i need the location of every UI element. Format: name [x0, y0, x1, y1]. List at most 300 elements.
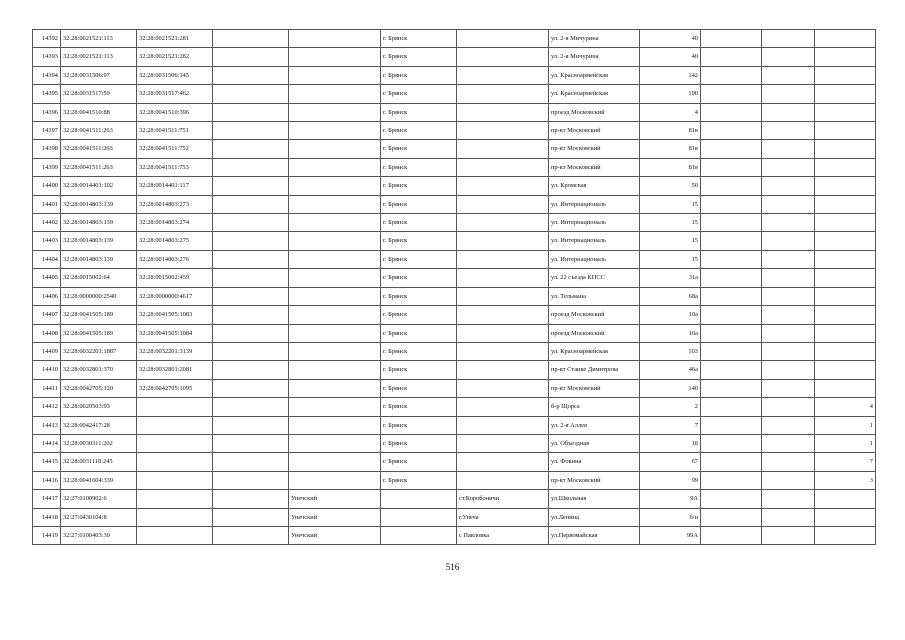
cadastral-number-2-cell — [137, 490, 213, 508]
city-cell: г. Брянск — [381, 306, 457, 324]
cadastral-number-cell: 32:28:0041505:189 — [61, 324, 137, 342]
blank-cell — [762, 287, 815, 305]
extra-number-cell — [815, 324, 876, 342]
blank-cell — [213, 122, 289, 140]
locality-cell — [457, 398, 549, 416]
locality-cell — [457, 232, 549, 250]
table-row — [33, 434, 876, 452]
cadastral-number-cell: 32:28:0041505:189 — [61, 306, 137, 324]
table-row — [33, 140, 876, 158]
table-row — [33, 324, 876, 342]
blank-cell — [701, 177, 762, 195]
house-cell: 81в — [640, 158, 701, 176]
blank-cell — [213, 195, 289, 213]
city-cell: г. Брянск — [381, 324, 457, 342]
cadastral-number-cell: 32:28:0021521:113 — [61, 30, 137, 48]
district-cell — [289, 250, 381, 268]
blank-cell — [762, 85, 815, 103]
locality-cell — [457, 122, 549, 140]
house-cell: 40 — [640, 30, 701, 48]
house-cell: 7 — [640, 416, 701, 434]
table-row — [33, 287, 876, 305]
blank-cell — [701, 471, 762, 489]
district-cell — [289, 379, 381, 397]
extra-number-cell — [815, 66, 876, 84]
cadastral-number-2-cell: 32:28:0032801:2081 — [137, 361, 213, 379]
extra-number-cell: 7 — [815, 453, 876, 471]
city-cell: г. Брянск — [381, 140, 457, 158]
city-cell: г. Брянск — [381, 342, 457, 360]
blank-cell — [701, 195, 762, 213]
cadastral-number-cell: 32:28:0030311:202 — [61, 434, 137, 452]
blank-cell — [701, 434, 762, 452]
row-number-cell: 14407 — [33, 306, 61, 324]
extra-number-cell — [815, 30, 876, 48]
cadastral-number-cell: 32:28:0014803:139 — [61, 232, 137, 250]
locality-cell — [457, 214, 549, 232]
blank-cell — [701, 85, 762, 103]
house-cell: 40 — [640, 48, 701, 66]
locality-cell — [457, 48, 549, 66]
blank-cell — [762, 361, 815, 379]
blank-cell — [213, 66, 289, 84]
blank-cell — [213, 103, 289, 121]
city-cell: г. Брянск — [381, 471, 457, 489]
cadastral-number-cell: 32:28:0020503:93 — [61, 398, 137, 416]
row-number-cell: 14394 — [33, 66, 61, 84]
extra-number-cell — [815, 232, 876, 250]
cadastral-number-cell: 32:28:0041511:263 — [61, 158, 137, 176]
extra-number-cell — [815, 379, 876, 397]
page-number: 516 — [445, 562, 460, 572]
cadastral-number-2-cell — [137, 453, 213, 471]
blank-cell — [213, 434, 289, 452]
blank-cell — [762, 398, 815, 416]
blank-cell — [213, 342, 289, 360]
blank-cell — [701, 490, 762, 508]
blank-cell — [762, 158, 815, 176]
row-number-cell: 14402 — [33, 214, 61, 232]
city-cell: г. Брянск — [381, 122, 457, 140]
row-number-cell: 14416 — [33, 471, 61, 489]
blank-cell — [701, 306, 762, 324]
district-cell — [289, 269, 381, 287]
street-cell: ул. 2-я Мичурина — [549, 48, 640, 66]
table-row — [33, 30, 876, 48]
blank-cell — [213, 158, 289, 176]
blank-cell — [701, 416, 762, 434]
locality-cell — [457, 434, 549, 452]
table-row — [33, 195, 876, 213]
blank-cell — [762, 232, 815, 250]
street-cell: ул. 2-я Мичурина — [549, 30, 640, 48]
city-cell: г. Брянск — [381, 398, 457, 416]
cadastral-number-2-cell: 32:28:0041511:751 — [137, 122, 213, 140]
cadastral-number-cell: 32:27:0100902:6 — [61, 490, 137, 508]
street-cell: проезд Московский — [549, 324, 640, 342]
blank-cell — [701, 48, 762, 66]
blank-cell — [762, 250, 815, 268]
table-row — [33, 508, 876, 526]
locality-cell — [457, 453, 549, 471]
cadastral-number-2-cell: 32:28:0014803:274 — [137, 214, 213, 232]
extra-number-cell — [815, 103, 876, 121]
city-cell: г. Брянск — [381, 158, 457, 176]
blank-cell — [701, 103, 762, 121]
house-cell: 4 — [640, 103, 701, 121]
street-cell: ул. 22 съезда КПСС — [549, 269, 640, 287]
blank-cell — [701, 250, 762, 268]
row-number-cell: 14395 — [33, 85, 61, 103]
city-cell: г. Брянск — [381, 287, 457, 305]
city-cell: г. Брянск — [381, 453, 457, 471]
cadastral-number-2-cell: 32:28:0031517:462 — [137, 85, 213, 103]
district-cell — [289, 342, 381, 360]
district-cell — [289, 416, 381, 434]
house-cell: 9А — [640, 490, 701, 508]
street-cell: ул.Школьная — [549, 490, 640, 508]
blank-cell — [762, 342, 815, 360]
row-number-cell: 14415 — [33, 453, 61, 471]
city-cell: г. Брянск — [381, 30, 457, 48]
table-row — [33, 158, 876, 176]
blank-cell — [701, 287, 762, 305]
extra-number-cell — [815, 250, 876, 268]
blank-cell — [701, 324, 762, 342]
blank-cell — [701, 342, 762, 360]
house-cell: 10а — [640, 306, 701, 324]
extra-number-cell — [815, 85, 876, 103]
blank-cell — [762, 214, 815, 232]
blank-cell — [213, 30, 289, 48]
row-number-cell: 14401 — [33, 195, 61, 213]
blank-cell — [213, 453, 289, 471]
locality-cell — [457, 66, 549, 84]
street-cell: ул. Интернациональ — [549, 195, 640, 213]
locality-cell: ст.Коробоничи — [457, 490, 549, 508]
blank-cell — [701, 453, 762, 471]
extra-number-cell — [815, 195, 876, 213]
cadastral-number-2-cell: 32:28:0041505:1083 — [137, 306, 213, 324]
table-row — [33, 177, 876, 195]
blank-cell — [701, 232, 762, 250]
extra-number-cell — [815, 214, 876, 232]
street-cell: пр-кт Московский — [549, 158, 640, 176]
house-cell: 190 — [640, 85, 701, 103]
table-row — [33, 122, 876, 140]
district-cell — [289, 85, 381, 103]
blank-cell — [701, 30, 762, 48]
blank-cell — [213, 306, 289, 324]
locality-cell — [457, 158, 549, 176]
cadastral-number-cell: 32:28:0041510:88 — [61, 103, 137, 121]
house-cell: 68а — [640, 287, 701, 305]
row-number-cell: 14408 — [33, 324, 61, 342]
row-number-cell: 14393 — [33, 48, 61, 66]
cadastral-number-cell: 32:28:0014803:139 — [61, 195, 137, 213]
blank-cell — [213, 416, 289, 434]
blank-cell — [701, 140, 762, 158]
blank-cell — [213, 269, 289, 287]
extra-number-cell — [815, 140, 876, 158]
district-cell — [289, 66, 381, 84]
extra-number-cell — [815, 158, 876, 176]
cadastral-number-cell: 32:28:0031118:245 — [61, 453, 137, 471]
locality-cell — [457, 30, 549, 48]
blank-cell — [213, 526, 289, 544]
street-cell: ул. Красноармейская — [549, 342, 640, 360]
document-table — [32, 29, 876, 545]
city-cell: г. Брянск — [381, 416, 457, 434]
house-cell: 103 — [640, 342, 701, 360]
cadastral-number-cell: 32:28:0014803:139 — [61, 250, 137, 268]
city-cell: г. Брянск — [381, 361, 457, 379]
district-cell — [289, 232, 381, 250]
district-cell — [289, 453, 381, 471]
cadastral-number-2-cell — [137, 471, 213, 489]
city-cell: г. Брянск — [381, 48, 457, 66]
cadastral-number-cell: 32:28:0015002:64 — [61, 269, 137, 287]
street-cell: ул.Первомайская — [549, 526, 640, 544]
extra-number-cell — [815, 361, 876, 379]
blank-cell — [213, 287, 289, 305]
blank-cell — [762, 195, 815, 213]
table-row — [33, 526, 876, 544]
city-cell: г. Брянск — [381, 103, 457, 121]
district-cell — [289, 214, 381, 232]
row-number-cell: 14396 — [33, 103, 61, 121]
house-cell: 99А — [640, 526, 701, 544]
cadastral-number-cell: 32:27:0100403:30 — [61, 526, 137, 544]
blank-cell — [762, 140, 815, 158]
blank-cell — [762, 66, 815, 84]
blank-cell — [213, 232, 289, 250]
cadastral-number-2-cell: 32:28:0021521:281 — [137, 30, 213, 48]
locality-cell — [457, 103, 549, 121]
house-cell: 31а — [640, 269, 701, 287]
table-row — [33, 66, 876, 84]
blank-cell — [762, 30, 815, 48]
city-cell — [381, 490, 457, 508]
cadastral-number-2-cell: 32:28:0041510:396 — [137, 103, 213, 121]
cadastral-number-2-cell: 32:28:0015002:459 — [137, 269, 213, 287]
extra-number-cell: 3 — [815, 471, 876, 489]
extra-number-cell: 1 — [815, 416, 876, 434]
cadastral-number-cell: 32:28:0021521:113 — [61, 48, 137, 66]
house-cell: 15 — [640, 195, 701, 213]
cadastral-number-2-cell: 32:28:0041511:752 — [137, 140, 213, 158]
district-cell — [289, 471, 381, 489]
street-cell: ул.Ленина — [549, 508, 640, 526]
table-row — [33, 269, 876, 287]
table-row — [33, 342, 876, 360]
table-row — [33, 361, 876, 379]
house-cell: 50 — [640, 177, 701, 195]
cadastral-number-2-cell: 32:28:0014803:276 — [137, 250, 213, 268]
district-cell — [289, 122, 381, 140]
locality-cell — [457, 140, 549, 158]
table-row — [33, 48, 876, 66]
locality-cell — [457, 361, 549, 379]
cadastral-number-2-cell: 32:28:0014803:275 — [137, 232, 213, 250]
table-row — [33, 490, 876, 508]
street-cell: ул. Красноармейская — [549, 66, 640, 84]
city-cell — [381, 508, 457, 526]
extra-number-cell: 4 — [815, 398, 876, 416]
cadastral-number-2-cell — [137, 416, 213, 434]
cadastral-number-cell: 32:28:0032201:1887 — [61, 342, 137, 360]
cadastral-number-2-cell: 32:28:0021521:282 — [137, 48, 213, 66]
blank-cell — [213, 324, 289, 342]
blank-cell — [213, 361, 289, 379]
street-cell: б-р Щорса — [549, 398, 640, 416]
cadastral-number-cell: 32:28:0014803:139 — [61, 214, 137, 232]
city-cell: г. Брянск — [381, 232, 457, 250]
extra-number-cell — [815, 526, 876, 544]
city-cell: г. Брянск — [381, 85, 457, 103]
city-cell: г. Брянск — [381, 379, 457, 397]
cadastral-number-cell: 32:28:0041511:263 — [61, 122, 137, 140]
city-cell: г. Брянск — [381, 269, 457, 287]
street-cell: ул. Кромская — [549, 177, 640, 195]
house-cell: б/н — [640, 508, 701, 526]
blank-cell — [762, 379, 815, 397]
blank-cell — [701, 361, 762, 379]
table-row — [33, 306, 876, 324]
blank-cell — [701, 66, 762, 84]
city-cell — [381, 526, 457, 544]
locality-cell — [457, 306, 549, 324]
blank-cell — [762, 508, 815, 526]
street-cell: проезд Московский — [549, 306, 640, 324]
house-cell: 140 — [640, 379, 701, 397]
locality-cell — [457, 269, 549, 287]
cadastral-number-cell: 32:28:0031506:97 — [61, 66, 137, 84]
cadastral-number-2-cell: 32:28:0041511:753 — [137, 158, 213, 176]
city-cell: г. Брянск — [381, 195, 457, 213]
blank-cell — [213, 250, 289, 268]
blank-cell — [213, 490, 289, 508]
street-cell: ул. Красноармейская — [549, 85, 640, 103]
blank-cell — [701, 398, 762, 416]
blank-cell — [213, 379, 289, 397]
table-row — [33, 250, 876, 268]
district-cell — [289, 158, 381, 176]
cadastral-number-2-cell — [137, 434, 213, 452]
row-number-cell: 14418 — [33, 508, 61, 526]
row-number-cell: 14405 — [33, 269, 61, 287]
extra-number-cell — [815, 342, 876, 360]
street-cell: ул. Тельмана — [549, 287, 640, 305]
row-number-cell: 14397 — [33, 122, 61, 140]
table-row — [33, 471, 876, 489]
blank-cell — [701, 214, 762, 232]
locality-cell — [457, 250, 549, 268]
row-number-cell: 14392 — [33, 30, 61, 48]
cadastral-number-cell: 32:28:0032801:370 — [61, 361, 137, 379]
cadastral-number-2-cell — [137, 526, 213, 544]
house-cell: 46а — [640, 361, 701, 379]
table-row — [33, 379, 876, 397]
extra-number-cell — [815, 508, 876, 526]
row-number-cell: 14406 — [33, 287, 61, 305]
district-cell — [289, 140, 381, 158]
cadastral-number-2-cell — [137, 508, 213, 526]
extra-number-cell — [815, 490, 876, 508]
district-cell — [289, 103, 381, 121]
row-number-cell: 14409 — [33, 342, 61, 360]
cadastral-number-2-cell: 32:28:0000000:4617 — [137, 287, 213, 305]
cadastral-number-cell: 32:28:0042705:120 — [61, 379, 137, 397]
district-cell — [289, 287, 381, 305]
blank-cell — [213, 508, 289, 526]
district-cell — [289, 398, 381, 416]
locality-cell — [457, 416, 549, 434]
city-cell: г. Брянск — [381, 250, 457, 268]
blank-cell — [701, 158, 762, 176]
locality-cell — [457, 287, 549, 305]
blank-cell — [762, 453, 815, 471]
house-cell: 10а — [640, 324, 701, 342]
street-cell: ул. Интернациональ — [549, 250, 640, 268]
table-row — [33, 214, 876, 232]
table-row — [33, 398, 876, 416]
locality-cell: г.Унеча — [457, 508, 549, 526]
row-number-cell: 14414 — [33, 434, 61, 452]
cadastral-number-2-cell: 32:28:0014401:117 — [137, 177, 213, 195]
blank-cell — [213, 398, 289, 416]
street-cell: проезд Московский — [549, 103, 640, 121]
row-number-cell: 14398 — [33, 140, 61, 158]
street-cell: пр-кт Московский — [549, 379, 640, 397]
district-cell — [289, 324, 381, 342]
blank-cell — [213, 140, 289, 158]
table-row — [33, 453, 876, 471]
district-cell: Унечский — [289, 508, 381, 526]
district-cell: Унечский — [289, 526, 381, 544]
street-cell: пр-кт Московский — [549, 140, 640, 158]
district-cell — [289, 48, 381, 66]
blank-cell — [213, 85, 289, 103]
locality-cell — [457, 85, 549, 103]
extra-number-cell — [815, 177, 876, 195]
cadastral-number-cell: 32:28:0014401:102 — [61, 177, 137, 195]
row-number-cell: 14400 — [33, 177, 61, 195]
cadastral-number-cell: 32:28:0000000:2540 — [61, 287, 137, 305]
blank-cell — [701, 508, 762, 526]
cadastral-number-2-cell: 32:28:0032201:3139 — [137, 342, 213, 360]
district-cell — [289, 195, 381, 213]
blank-cell — [762, 434, 815, 452]
extra-number-cell — [815, 269, 876, 287]
blank-cell — [762, 471, 815, 489]
district-cell — [289, 434, 381, 452]
extra-number-cell — [815, 122, 876, 140]
city-cell: г. Брянск — [381, 434, 457, 452]
street-cell: пр-кт Станке Димитрова — [549, 361, 640, 379]
row-number-cell: 14399 — [33, 158, 61, 176]
table-row — [33, 232, 876, 250]
extra-number-cell — [815, 287, 876, 305]
blank-cell — [762, 324, 815, 342]
extra-number-cell — [815, 306, 876, 324]
district-cell — [289, 30, 381, 48]
house-cell: 81в — [640, 122, 701, 140]
cadastral-number-2-cell: 32:28:0042705:1095 — [137, 379, 213, 397]
street-cell: ул. Интернациональ — [549, 214, 640, 232]
blank-cell — [701, 379, 762, 397]
district-cell — [289, 177, 381, 195]
